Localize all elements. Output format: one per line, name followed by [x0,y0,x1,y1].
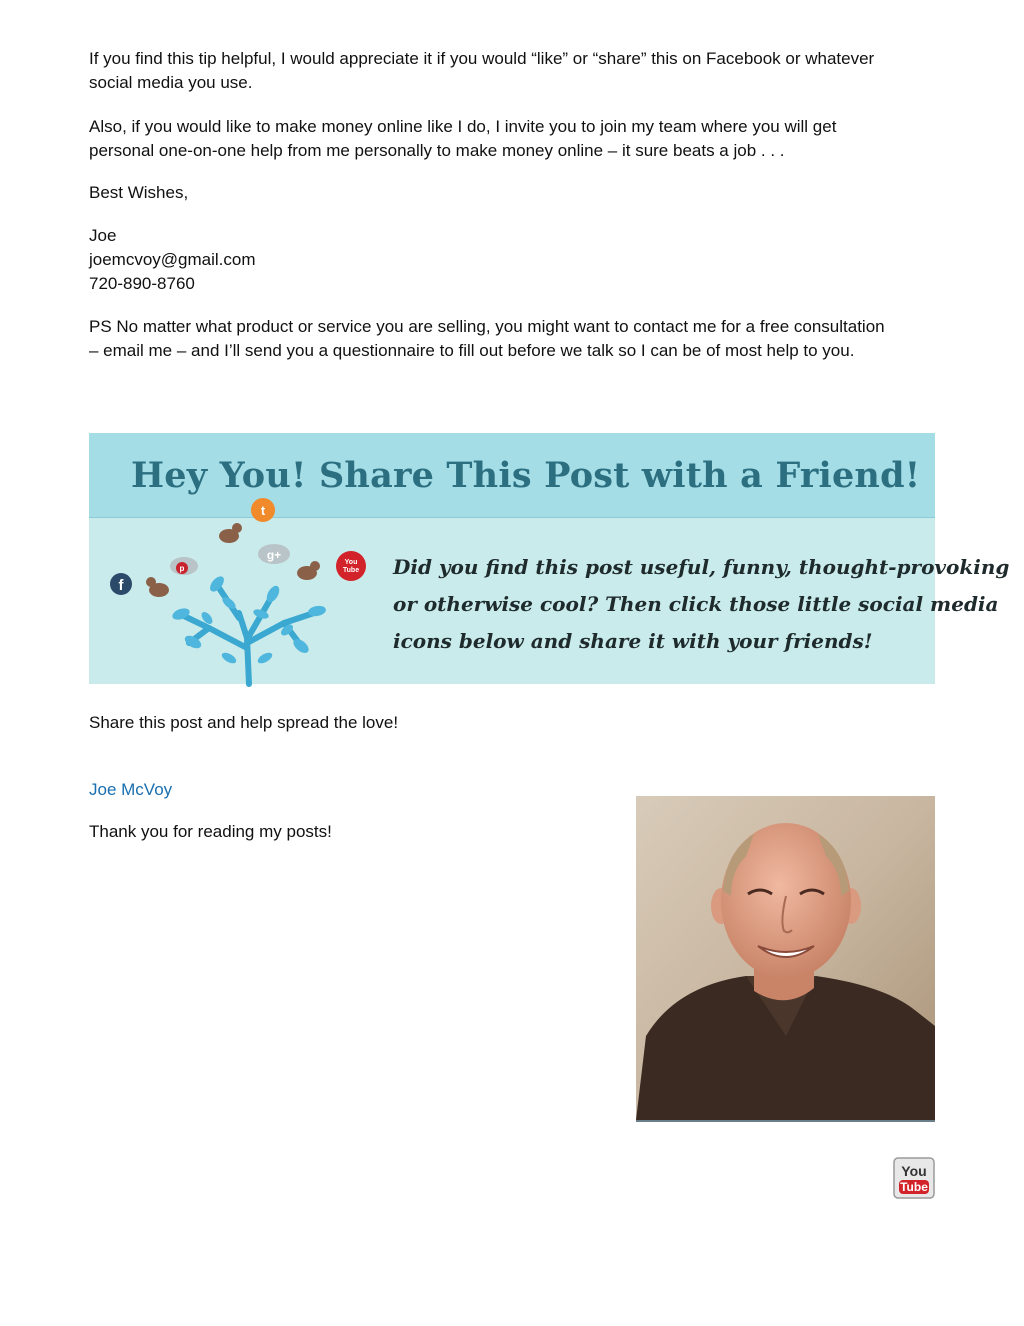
tip-line-2: social media you use. [89,73,253,92]
youtube-button[interactable] [893,1157,935,1199]
thanks-text: Thank you for reading my posts! [89,822,332,841]
banner-message: Did you find this post useful, funny, thought-provoking or otherwise cool? Then click those little social media icons below and share it with your friends! [393,555,1010,653]
svg-text:t: t [260,503,266,518]
pinterest-icon[interactable] [170,557,198,575]
portrait-image [636,796,935,1120]
tip-paragraph [89,47,949,95]
share-banner[interactable] [89,433,1010,684]
invite-line-1: Also, if you would like to make money online like I do, I invite you to join my team where you will get [89,117,837,136]
signature-phone: 720-890-8760 [89,274,195,293]
svg-text:f: f [118,577,124,594]
author-name-link[interactable]: Joe McVoy [89,780,173,799]
author-photo [636,796,935,1122]
google-plus-icon[interactable] [258,544,290,564]
youtube-icon[interactable] [336,551,366,581]
banner-header [89,433,935,518]
svg-text:g+: g+ [266,548,282,562]
social-tree-illustration [89,503,389,684]
signature-block [89,224,949,296]
svg-text:You: You [344,559,358,566]
bird-icon [146,523,320,597]
signature-name: Joe [89,226,117,245]
banner-headline: Hey You! Share This Post with a Friend! [131,455,921,496]
svg-text:Tube: Tube [342,567,360,574]
tree-icon [184,588,314,684]
youtube-button-top: You [901,1163,927,1179]
invite-line-2: personal one-on-one help from me personally to make money online – it sure beats a job . . . [89,141,785,160]
tip-line-1: If you find this tip helpful, I would appreciate it if you would “like” or “share” this on Facebook or whatever [89,49,875,68]
closing-text: Best Wishes, [89,183,189,202]
share-text: Share this post and help spread the love! [89,713,399,732]
ps-line-1: PS No matter what product or service you are selling, you might want to contact me for a free consultation [89,317,885,336]
signature-email: joemcvoy@gmail.com [89,250,256,269]
svg-text:p: p [179,564,185,573]
youtube-button-bottom: Tube [900,1180,928,1194]
facebook-icon[interactable] [110,573,132,595]
twitter-icon[interactable] [251,498,275,522]
invite-paragraph [89,115,949,163]
ps-line-2: – email me – and I’ll send you a questionnaire to fill out before we talk so I can be of most help to you. [89,341,855,360]
ps-paragraph [89,315,949,363]
